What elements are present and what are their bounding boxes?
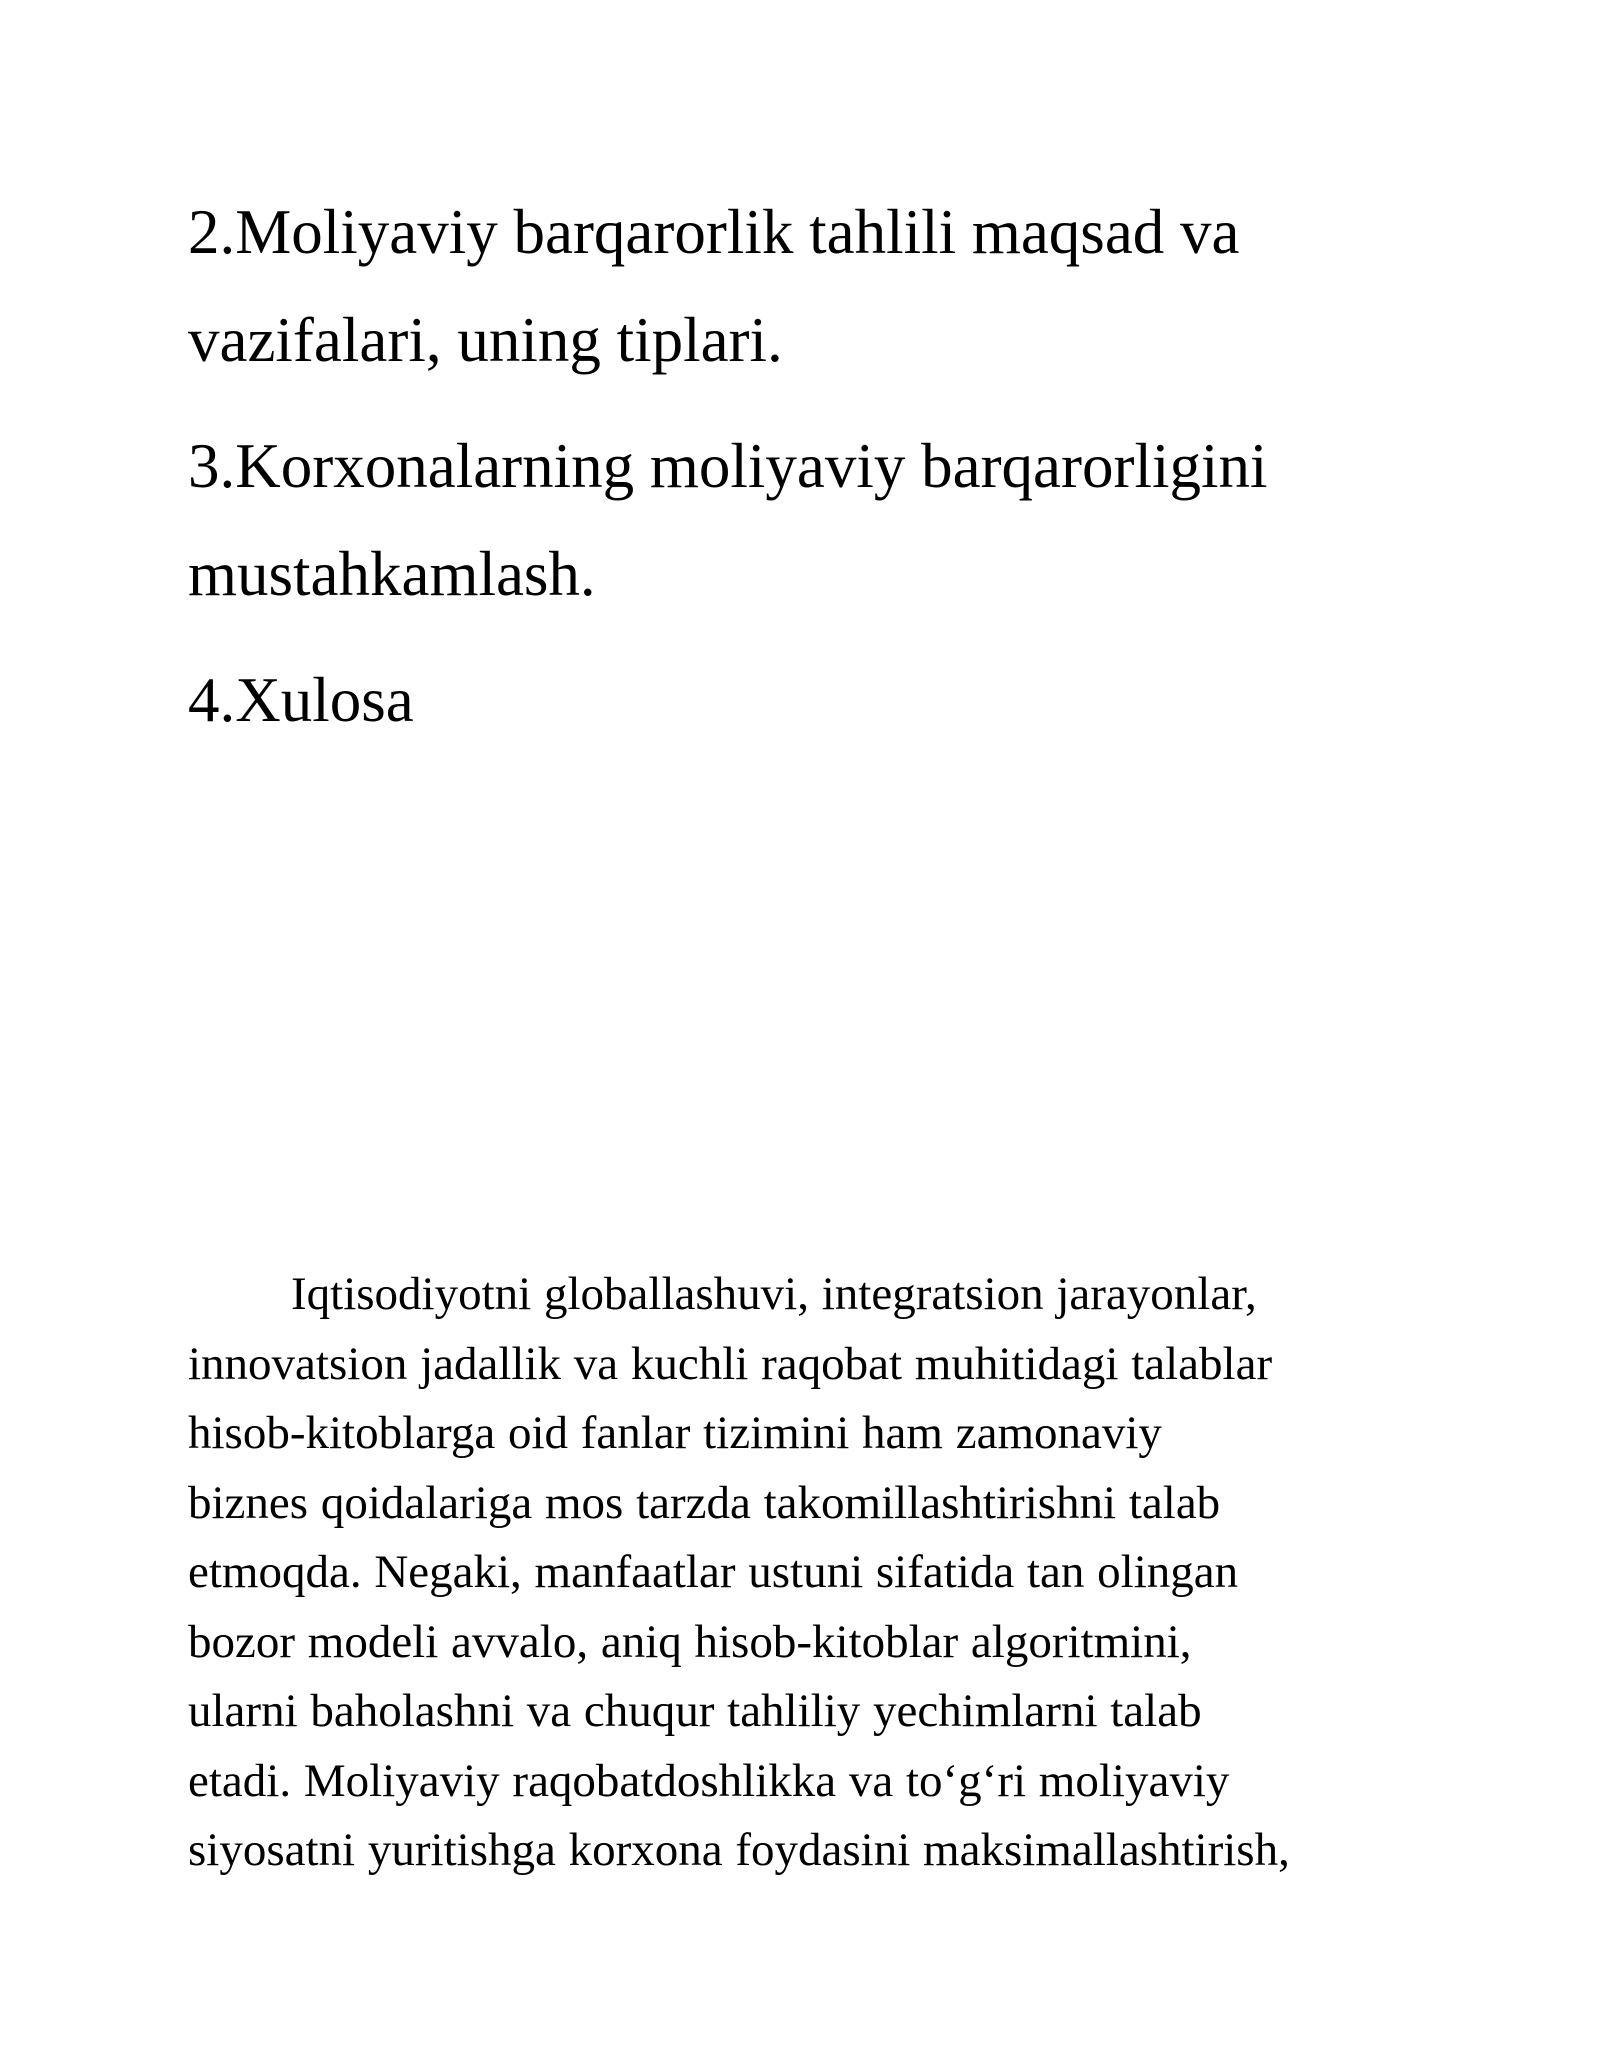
plan-item-2-line-2: vazifalari, uning tiplari. [188, 305, 783, 375]
paragraph-line: innovatsion jadallik va kuchli raqobat muhitidagi talablar [188, 1337, 1273, 1390]
paragraph-line: etadi. Moliyaviy raqobatdoshlikka va to‘g‘ri moliyaviy [188, 1754, 1230, 1807]
paragraph-line: ularni baholashni va chuqur tahliliy yechimlarni talab [188, 1685, 1202, 1737]
plan-item-3 [188, 412, 1448, 628]
plan-item-2 [188, 178, 1448, 394]
paragraph-line: siyosatni yuritishga korxona foydasini maksimallashtirish, [188, 1824, 1290, 1876]
plan-item-4 [188, 646, 1448, 754]
plan-list [188, 178, 1448, 772]
plan-item-3-line-1: 3.Korxonalarning moliyaviy barqarorligini [188, 431, 1268, 501]
plan-item-4-line-1: 4.Xulosa [188, 665, 414, 735]
paragraph-line: etmoqda. Negaki, manfaatlar ustuni sifatida tan olingan [188, 1546, 1239, 1598]
paragraph-line: Iqtisodiyotni globallashuvi, integratsion jarayonlar, [291, 1268, 1257, 1320]
intro-paragraph [188, 1260, 1428, 1886]
paragraph-line: bozor modeli avvalo, aniq hisob-kitoblar algoritmini, [188, 1615, 1192, 1668]
plan-item-2-line-1: 2.Moliyaviy barqarorlik tahlili maqsad va [188, 197, 1240, 267]
paragraph-line: biznes qoidalariga mos tarzda takomillashtirishni talab [188, 1476, 1221, 1529]
plan-item-3-line-2: mustahkamlash. [188, 539, 596, 609]
paragraph-line: hisob-kitoblarga oid fanlar tizimini ham zamonaviy [188, 1407, 1162, 1459]
